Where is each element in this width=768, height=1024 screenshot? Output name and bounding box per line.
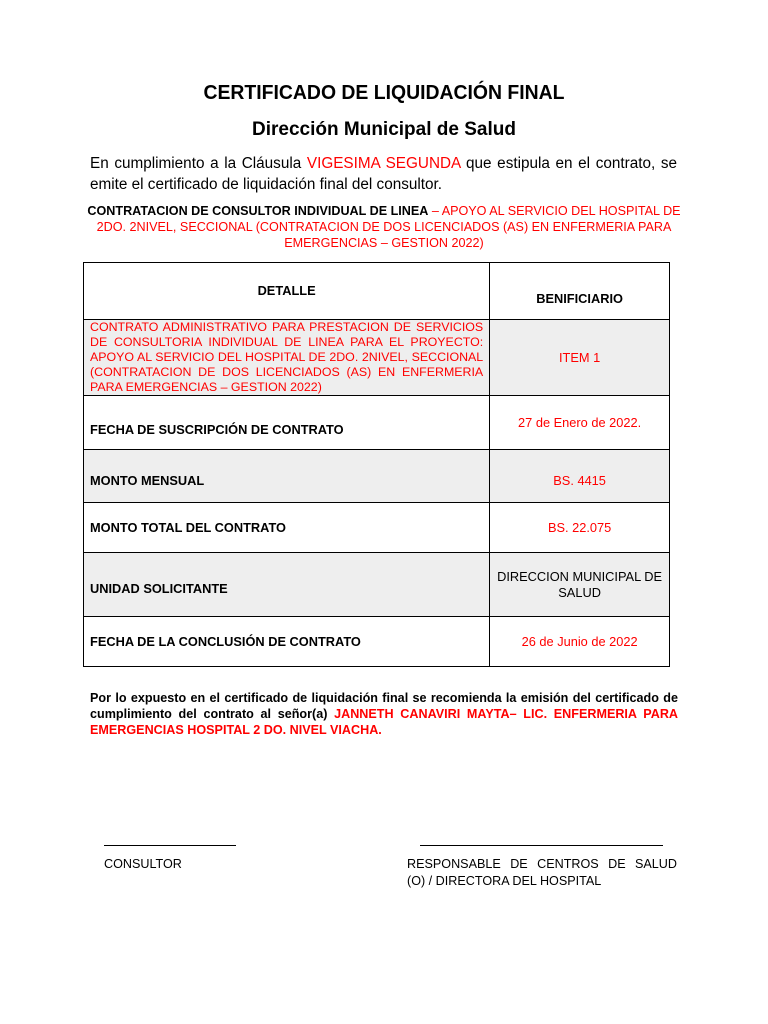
row-signing-date-label: FECHA DE SUSCRIPCIÓN DE CONTRATO [84,396,490,450]
row-conclusion-date-label: FECHA DE LA CONCLUSIÓN DE CONTRATO [84,617,490,667]
table-row [84,553,670,617]
header-detail: DETALLE [84,263,490,320]
intro-text-before: En cumplimiento a la Cláusula [90,155,307,172]
director-label-line2: (O) / DIRECTORA DEL HOSPITAL [407,874,602,888]
liquidation-table [83,262,670,667]
table-row [84,617,670,667]
row-contract-value: ITEM 1 [490,320,670,396]
row-signing-date-value: 27 de Enero de 2022. [490,396,670,450]
director-signature-line [420,845,663,846]
contract-heading-dash: – [428,204,442,218]
contract-heading-bold: CONTRATACION DE CONSULTOR INDIVIDUAL DE LINEA [87,204,429,218]
intro-text-after: que estipula en el contrato, se emite el certificado de liquidación final del consultor. [90,155,677,193]
table-row [84,320,670,396]
table-header-row [84,263,670,320]
row-requesting-unit-value: DIRECCION MUNICIPAL DE SALUD [490,553,670,617]
contract-heading [86,203,682,251]
contract-heading-detail: APOYO AL SERVICIO DEL HOSPITAL DE 2DO. 2NIVEL, SECCIONAL (CONTRATACION DE DOS LICENCIADOS (AS) EN ENFERMERIA PARA EMERGENCIAS – GESTION 2022) [96,204,681,250]
row-monthly-amount-label: MONTO MENSUAL [84,450,490,503]
row-requesting-unit-label: UNIDAD SOLICITANTE [84,553,490,617]
director-label [407,856,677,890]
conclusion-paragraph [90,690,678,738]
intro-paragraph [90,153,677,195]
row-total-amount-value: BS. 22.075 [490,503,670,553]
intro-clause: VIGESIMA SEGUNDA [306,155,461,172]
document-title: CERTIFICADO DE LIQUIDACIÓN FINAL [203,82,565,104]
consultant-label: CONSULTOR [104,857,182,871]
table-row [84,503,670,553]
conclusion-name: JANNETH CANAVIRI MAYTA– LIC. ENFERMERIA PARA EMERGENCIAS HOSPITAL 2 DO. NIVEL VIACHA. [90,707,679,737]
consultant-signature-line [104,845,236,846]
conclusion-text: Por lo expuesto en el certificado de liquidación final se recomienda la emisión del certificado de cumplimiento del contrato al señor(a) [90,691,678,721]
row-monthly-amount-value: BS. 4415 [490,450,670,503]
director-label-line1: RESPONSABLE DE CENTROS DE SALUD [407,857,677,871]
header-beneficiary: BENIFICIARIO [490,263,670,320]
table-row [84,396,670,450]
row-contract-label: CONTRATO ADMINISTRATIVO PARA PRESTACION DE SERVICIOS DE CONSULTORIA INDIVIDUAL DE LINEA PARA EL PROYECTO: APOYO AL SERVICIO DEL HOSPITAL DE 2DO. 2NIVEL, SECCIONAL (CONTRATACION DE DOS LICENCIADOS (AS) EN ENFERMERIA PARA EMERGENCIAS – GESTION 2022) [84,320,490,396]
row-conclusion-date-value: 26 de Junio de 2022 [490,617,670,667]
document-subtitle: Dirección Municipal de Salud [252,119,516,140]
row-total-amount-label: MONTO TOTAL DEL CONTRATO [84,503,490,553]
table-row [84,450,670,503]
